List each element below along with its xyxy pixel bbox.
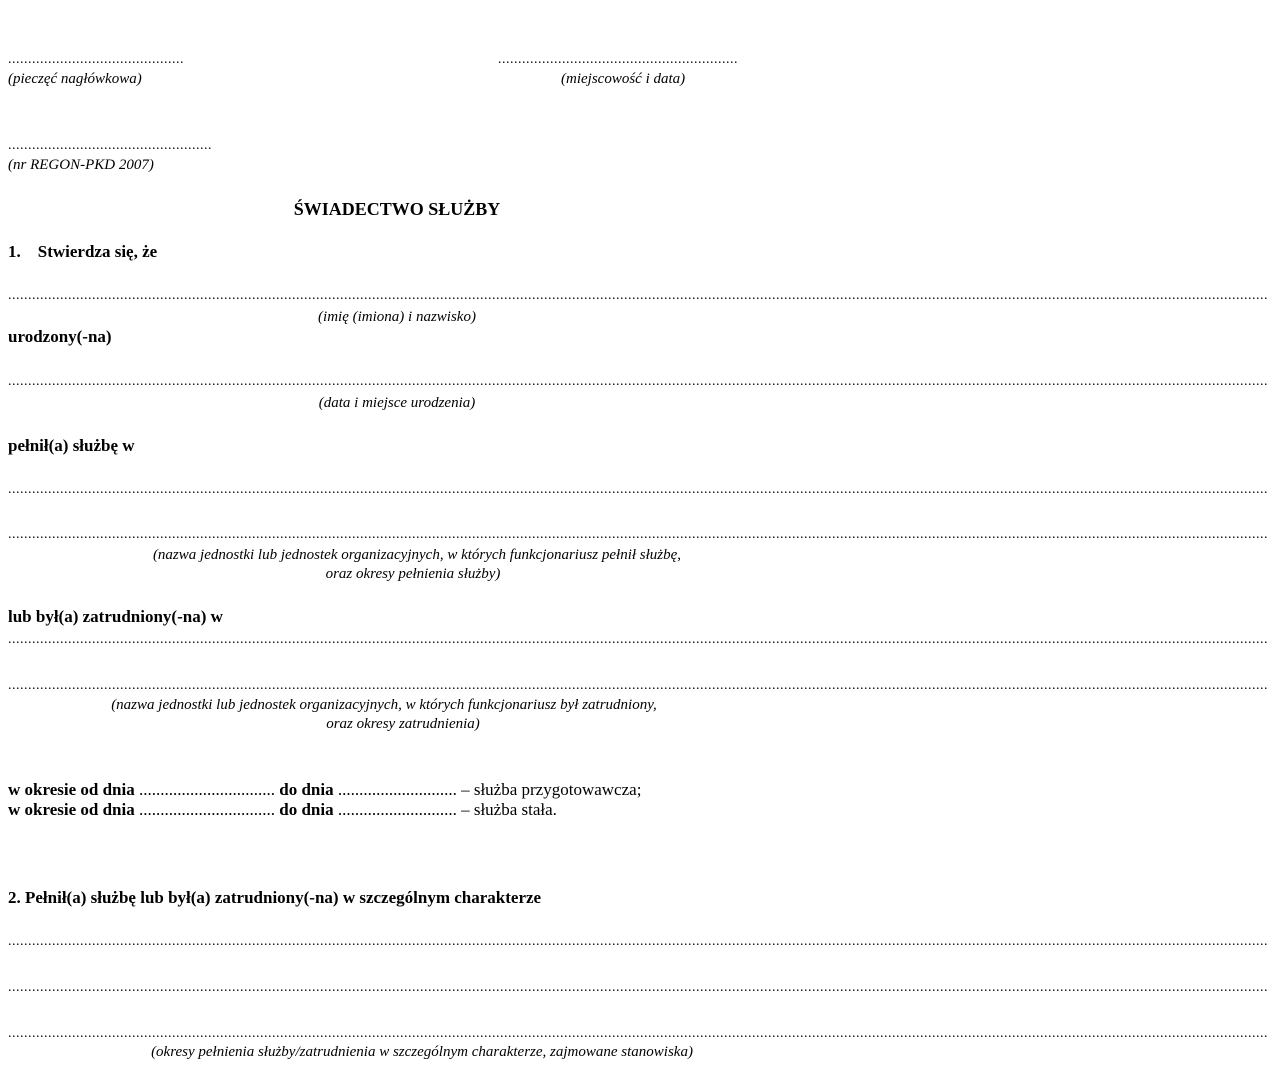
place-date-line[interactable]: ............................................................: [498, 52, 738, 67]
birth-line[interactable]: ...........................................................................................................................................................................................................................................................................................................................: [8, 374, 1268, 389]
special-caption: (okresy pełnienia służby/zatrudnienia w szczególnym charakterze, zajmowane stanowiska): [151, 1044, 693, 1060]
employed-caption-2: oraz okresy zatrudnienia): [326, 716, 480, 732]
regon-line[interactable]: ...................................................: [8, 138, 212, 153]
served-label: pełnił(a) służbę w: [8, 436, 135, 455]
employed-line-2[interactable]: ...........................................................................................................................................................................................................................................................................................................................: [8, 678, 1268, 693]
period-from-field[interactable]: ................................: [139, 800, 275, 819]
period-from-label: w okresie od dnia: [8, 800, 135, 819]
employed-caption-1: (nazwa jednostki lub jednostek organizacyjnych, w których funkcjonariusz był zatrudniony,: [111, 697, 657, 713]
regon-caption: (nr REGON-PKD 2007): [8, 157, 154, 173]
stamp-line[interactable]: ............................................: [8, 52, 184, 67]
born-label: urodzony(-na): [8, 327, 112, 346]
section-2-heading: 2. Pełnił(a) służbę lub był(a) zatrudniony(-na) w szczególnym charakterze: [8, 888, 542, 907]
place-date-caption: (miejscowość i data): [561, 71, 686, 87]
period-to-label: do dnia: [279, 780, 334, 799]
special-line-1[interactable]: ...........................................................................................................................................................................................................................................................................................................................: [8, 934, 1268, 949]
period-from-label: w okresie od dnia: [8, 780, 135, 799]
employed-line-1[interactable]: ...........................................................................................................................................................................................................................................................................................................................: [8, 632, 1268, 647]
section-1-heading: 1. Stwierdza się, że: [8, 242, 158, 261]
period-type: – służba stała.: [461, 800, 557, 819]
special-line-2[interactable]: ...........................................................................................................................................................................................................................................................................................................................: [8, 980, 1268, 995]
served-line-2[interactable]: ...........................................................................................................................................................................................................................................................................................................................: [8, 527, 1268, 542]
stamp-caption: (pieczęć nagłówkowa): [8, 71, 142, 87]
document-title: ŚWIADECTWO SŁUŻBY: [293, 199, 501, 219]
served-caption-1: (nazwa jednostki lub jednostek organizacyjnych, w których funkcjonariusz pełnił służbę,: [152, 547, 682, 563]
served-caption-2: oraz okresy pełnienia służby): [325, 566, 501, 582]
name-line[interactable]: ...........................................................................................................................................................................................................................................................................................................................: [8, 288, 1268, 303]
period-from-field[interactable]: ................................: [139, 780, 275, 799]
period-to-field[interactable]: ............................: [337, 780, 457, 799]
name-caption: (imię (imiona) i nazwisko): [318, 309, 476, 325]
period-type: – służba przygotowawcza;: [461, 780, 642, 799]
birth-caption: (data i miejsce urodzenia): [318, 395, 476, 411]
period-row-preparatory: [8, 780, 641, 800]
employed-label: lub był(a) zatrudniony(-na) w: [8, 607, 223, 626]
period-to-label: do dnia: [279, 800, 334, 819]
served-line-1[interactable]: ...........................................................................................................................................................................................................................................................................................................................: [8, 482, 1268, 497]
period-to-field[interactable]: ............................: [337, 800, 457, 819]
period-row-permanent: [8, 800, 557, 820]
special-line-3[interactable]: ...........................................................................................................................................................................................................................................................................................................................: [8, 1026, 1268, 1041]
